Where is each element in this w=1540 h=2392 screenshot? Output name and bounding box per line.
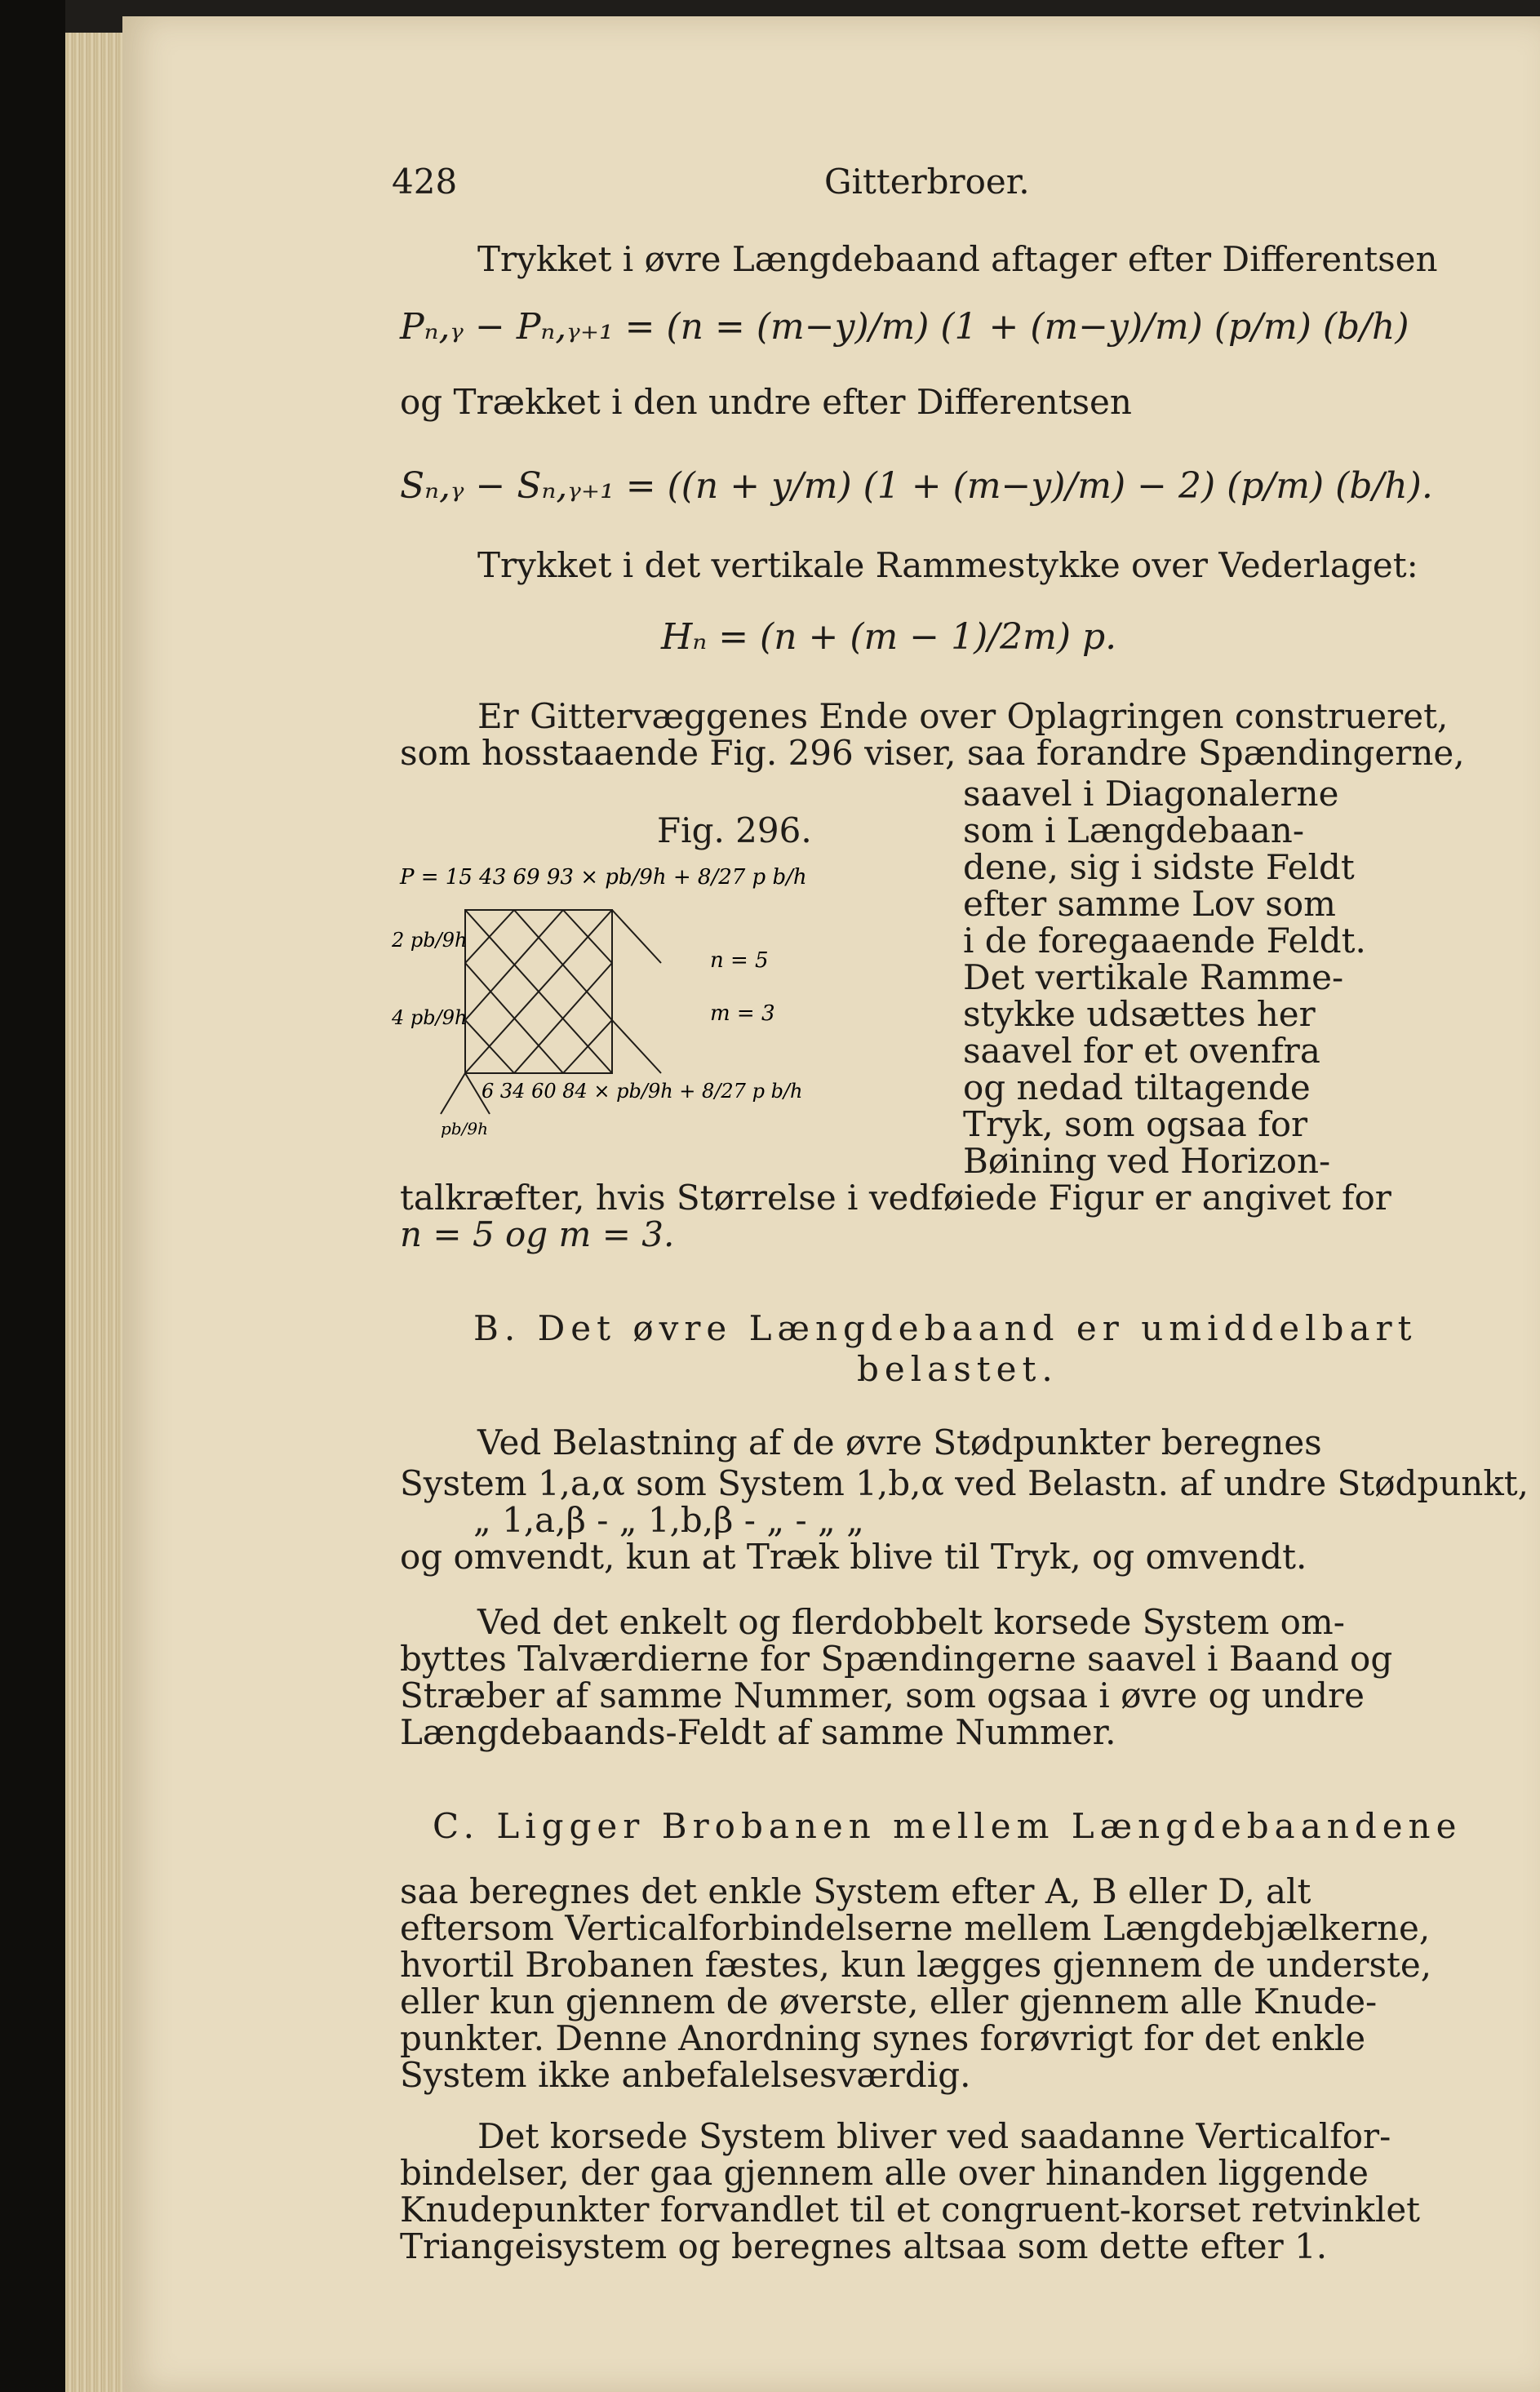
side-line: som i Længdebaan- xyxy=(963,810,1305,850)
text-line: Stræber af samme Nummer, som ogsaa i øvre og undre xyxy=(400,1675,1365,1715)
text-line: eftersom Verticalforbindelserne mellem Længdebjælkerne, xyxy=(400,1908,1431,1948)
equation-2: Sₙ,ᵧ − Sₙ,ᵧ₊₁ = ((n + y/m) (1 + (m−y)/m) − 2) (p/m) (b/h). xyxy=(400,465,1433,507)
text-line: byttes Talværdierne for Spændingerne saavel i Baand og xyxy=(400,1639,1393,1679)
fig-m-label: m = 3 xyxy=(710,1001,775,1026)
text-line: Det korsede System bliver ved saadanne Verticalfor- xyxy=(477,2116,1391,2156)
text-line: som hosstaaende Fig. 296 viser, saa forandre Spændingerne, xyxy=(400,733,1465,773)
fig-left-label-2: 4 pb/9h xyxy=(392,1006,468,1029)
text-line: Trykket i øvre Længdebaand aftager efter Differentsen xyxy=(477,239,1438,279)
equation-1: Pₙ,ᵧ − Pₙ,ᵧ₊₁ = (n = (m−y)/m) (1 + (m−y)/m) (p/m) (b/h) xyxy=(400,306,1409,348)
fig-n-label: n = 5 xyxy=(710,948,769,973)
figure-caption: Fig. 296. xyxy=(657,810,812,850)
side-line: saavel i Diagonalerne xyxy=(963,774,1339,814)
text-line: Ved det enkelt og flerdobbelt korsede System om- xyxy=(477,1602,1345,1642)
text-line: saa beregnes det enkle System efter A, B eller D, alt xyxy=(400,1871,1311,1911)
text-line: Trykket i det vertikale Rammestykke over Vederlaget: xyxy=(477,545,1418,585)
book-spine xyxy=(0,0,65,2392)
text-line: Er Gittervæggenes Ende over Oplagringen construeret, xyxy=(477,696,1449,736)
side-line: Bøining ved Horizon- xyxy=(963,1141,1331,1181)
text-line: Triangeisystem og beregnes altsaa som dette efter 1. xyxy=(400,2226,1328,2266)
text-line: og omvendt, kun at Træk blive til Tryk, og omvendt. xyxy=(400,1537,1307,1577)
section-b-title-2: belastet. xyxy=(857,1349,1058,1389)
text-line: Ved Belastning af de øvre Stødpunkter beregnes xyxy=(477,1422,1322,1462)
section-c-title: C. Ligger Brobanen mellem Længdebaandene xyxy=(433,1806,1462,1846)
side-line: efter samme Lov som xyxy=(963,884,1336,924)
running-title: Gitterbroer. xyxy=(824,162,1030,202)
side-line: dene, sig i sidste Feldt xyxy=(963,847,1355,887)
text-line: System ikke anbefalelsesværdig. xyxy=(400,2055,971,2095)
text-line: System 1,a,α som System 1,b,α ved Belastn. af undre Stødpunkt, xyxy=(400,1463,1529,1503)
text-line: punkter. Denne Anordning synes forøvrigt for det enkle xyxy=(400,2018,1366,2058)
text-line: hvortil Brobanen fæstes, kun lægges gjennem de underste, xyxy=(400,1945,1432,1985)
side-line: Det vertikale Ramme- xyxy=(963,957,1344,997)
book-page xyxy=(122,16,1540,2392)
side-line: Tryk, som ogsaa for xyxy=(963,1104,1308,1144)
text-line: bindelser, der gaa gjennem alle over hinanden liggende xyxy=(400,2153,1369,2193)
page-number: 428 xyxy=(392,162,458,202)
side-line: stykke udsættes her xyxy=(963,994,1316,1034)
fig-corner-label: pb/9h xyxy=(441,1119,488,1138)
text-line: eller kun gjennem de øverste, eller gjennem alle Knude- xyxy=(400,1981,1378,2021)
truss-diagram xyxy=(392,853,873,1171)
section-b-title: B. Det øvre Længdebaand er umiddelbart xyxy=(473,1308,1418,1348)
figure-296 xyxy=(392,853,873,1171)
equation-3: Hₙ = (n + (m − 1)/2m) p. xyxy=(661,616,1117,658)
fig-bottom-label: 6 34 60 84 × pb/9h + 8/27 p b/h xyxy=(482,1080,803,1103)
side-line: saavel for et ovenfra xyxy=(963,1031,1320,1071)
fig-top-label: P = 15 43 69 93 × pb/9h + 8/27 p b/h xyxy=(400,865,807,890)
text-line: talkræfter, hvis Størrelse i vedføiede Figur er angivet for xyxy=(400,1178,1391,1218)
text-line: og Trækket i den undre efter Differentsen xyxy=(400,382,1132,422)
text-line: „ 1,a,β - „ 1,b,β - „ - „ „ xyxy=(473,1500,864,1540)
text-line: Længdebaands-Feldt af samme Nummer. xyxy=(400,1712,1116,1752)
side-line: i de foregaaende Feldt. xyxy=(963,921,1366,961)
fig-left-label-1: 2 pb/9h xyxy=(392,929,468,952)
text-line: n = 5 og m = 3. xyxy=(400,1214,675,1254)
side-line: og nedad tiltagende xyxy=(963,1067,1311,1107)
text-line: Knudepunkter forvandlet til et congruent-korset retvinklet xyxy=(400,2190,1421,2230)
